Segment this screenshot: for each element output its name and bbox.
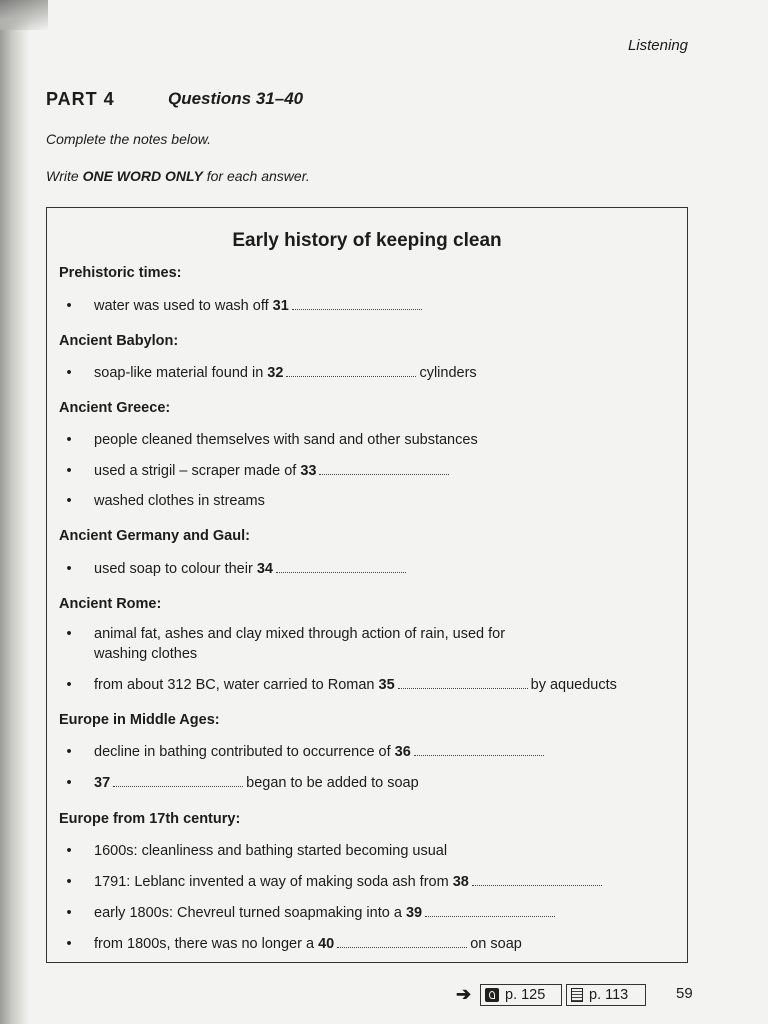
transcript-icon [571, 988, 583, 1002]
bullet: • [66, 936, 72, 952]
note-text [94, 773, 681, 793]
arrow-right-icon: ➔ [456, 984, 472, 1004]
note-text-pre: water was used to wash off [94, 298, 269, 314]
bullet: • [66, 561, 72, 577]
note-text-pre: decline in bathing contributed to occurrence of [94, 744, 391, 760]
note-text-post: cylinders [419, 365, 477, 381]
question-number: 36 [394, 744, 411, 760]
answer-blank-35[interactable] [398, 678, 528, 689]
note-text: animal fat, ashes and clay mixed through action of rain, used for washing clothes [94, 626, 506, 662]
note-text: 1600s: cleanliness and bathing started becoming usual [94, 843, 448, 859]
answer-blank-32[interactable] [286, 366, 416, 377]
section-heading: Ancient Germany and Gaul: [59, 528, 250, 544]
section-heading: Ancient Rome: [59, 596, 162, 612]
note-text-pre: from 1800s, there was no longer a [94, 936, 315, 952]
question-number: 39 [405, 905, 423, 921]
page-binding-shadow [0, 0, 30, 1024]
bullet: • [66, 493, 72, 509]
note-text-pre: used a strigil – scraper made of [94, 463, 297, 479]
question-number: 40 [318, 936, 335, 952]
instruction-line-1: Complete the notes below. [46, 131, 211, 147]
note-text-post: began to be added to soap [246, 775, 419, 791]
answer-blank-31[interactable] [292, 299, 422, 310]
bullet: • [66, 905, 72, 921]
answer-blank-38[interactable] [472, 875, 602, 886]
question-number: 38 [452, 874, 469, 890]
section-label: Listening [627, 37, 688, 54]
section-heading: Europe from 17th century: [59, 811, 241, 827]
instruction-line-2 [46, 168, 310, 184]
transcript-reference-page: p. 113 [589, 987, 629, 1003]
answer-blank-40[interactable] [337, 937, 467, 948]
answer-blank-36[interactable] [414, 745, 544, 756]
question-number: 33 [300, 463, 317, 479]
bullet: • [66, 775, 72, 791]
bullet: • [66, 298, 72, 314]
note-text-post: on soap [470, 936, 522, 952]
bullet: • [66, 744, 72, 760]
notes-title: Early history of keeping clean [232, 230, 502, 251]
note-text-pre: from about 312 BC, water carried to Roman [94, 677, 375, 693]
instruction-pre: Write [46, 168, 83, 184]
note-text-pre: early 1800s: Chevreul turned soapmaking into a [94, 905, 402, 921]
listening-reference[interactable] [480, 984, 562, 1006]
bullet: • [66, 365, 72, 381]
answer-blank-33[interactable] [319, 464, 449, 475]
note-text [94, 363, 681, 383]
question-number: 34 [256, 561, 273, 577]
bullet: • [66, 463, 72, 479]
note-text [94, 296, 681, 316]
transcript-reference[interactable] [566, 984, 646, 1006]
question-number: 37 [94, 775, 111, 791]
note-text [94, 675, 681, 695]
note-text [94, 872, 681, 892]
note-text-pre: used soap to colour their [94, 561, 253, 577]
instruction-post: for each answer. [202, 168, 310, 184]
note-text-pre: soap-like material found in [94, 365, 264, 381]
page-number: 59 [676, 985, 693, 1002]
answer-blank-34[interactable] [276, 562, 406, 573]
answer-blank-39[interactable] [425, 906, 555, 917]
bullet: • [66, 874, 72, 890]
bullet: • [66, 432, 72, 448]
note-text-post: by aqueducts [530, 677, 617, 693]
bullet: • [66, 677, 72, 693]
part-title: PART 4 [46, 89, 115, 109]
section-heading: Europe in Middle Ages: [59, 712, 220, 728]
instruction-emphasis: ONE WORD ONLY [82, 168, 203, 184]
answer-blank-37[interactable] [113, 776, 243, 787]
note-text-pre: 1791: Leblanc invented a way of making soda ash from [94, 874, 449, 890]
note-text [94, 742, 681, 762]
notes-box [46, 207, 688, 963]
listening-icon [485, 988, 499, 1002]
question-range: Questions 31–40 [168, 89, 304, 108]
note-text [94, 903, 681, 923]
question-number: 31 [272, 298, 289, 314]
section-heading: Ancient Greece: [59, 400, 171, 416]
note-text [94, 559, 681, 579]
note-item [59, 624, 681, 664]
question-number: 32 [267, 365, 284, 381]
question-number: 35 [378, 677, 395, 693]
note-text [94, 934, 681, 954]
note-text: people cleaned themselves with sand and other substances [94, 432, 478, 448]
note-text: washed clothes in streams [94, 493, 265, 509]
bullet: • [66, 626, 72, 642]
bullet: • [66, 843, 72, 859]
section-heading: Ancient Babylon: [59, 333, 179, 349]
listening-reference-page: p. 125 [505, 987, 546, 1003]
page-corner-fold [0, 0, 48, 30]
section-heading: Prehistoric times: [59, 265, 182, 281]
note-text [94, 461, 681, 481]
